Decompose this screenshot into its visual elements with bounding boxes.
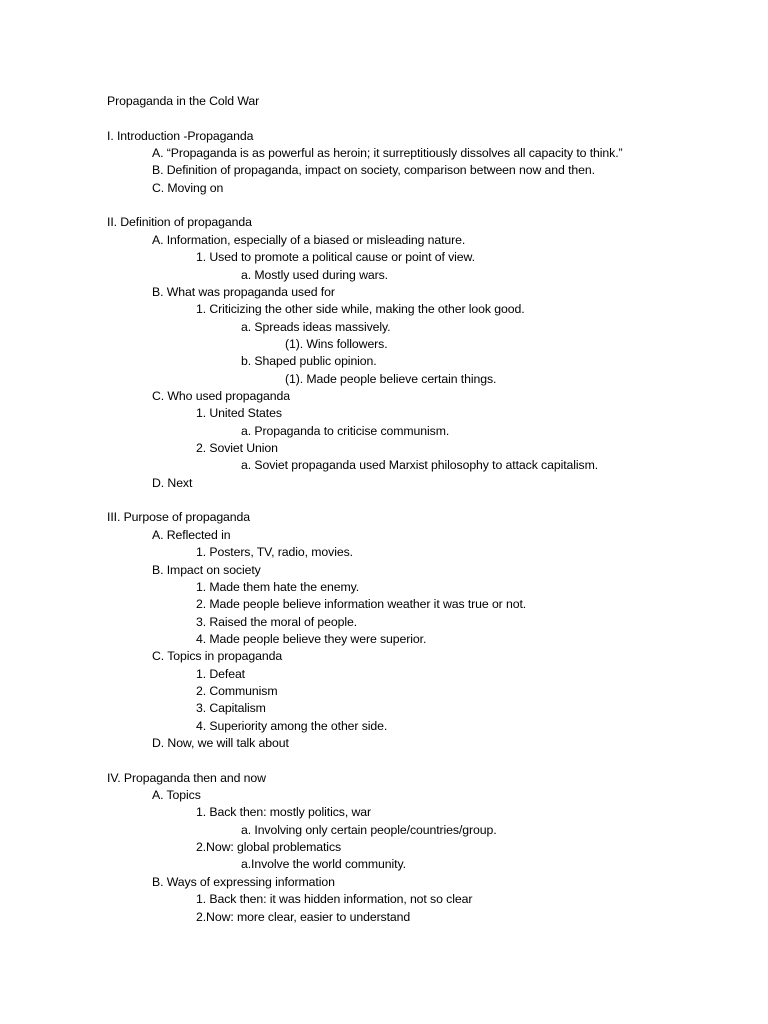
outline-line: a. Mostly used during wars. <box>241 267 388 282</box>
outline-line: b. Shaped public opinion. <box>241 354 377 369</box>
outline-line: 1. Back then: it was hidden information, not so clear <box>196 892 473 907</box>
outline-line: 1. Defeat <box>196 666 246 681</box>
outline-line: B. Impact on society <box>152 562 261 577</box>
outline-line: IV. Propaganda then and now <box>107 770 266 785</box>
outline-line: 2. Made people believe information weather it was true or not. <box>196 597 527 612</box>
outline-line: D. Next <box>152 475 193 490</box>
outline-line: B. Ways of expressing information <box>152 874 335 889</box>
outline-line: A. Topics <box>152 788 201 802</box>
outline-line: 1. Posters, TV, radio, movies. <box>196 545 353 560</box>
outline-line: (1). Made people believe certain things. <box>285 371 497 386</box>
outline-line: I. Introduction -Propaganda <box>107 128 254 143</box>
outline-line: II. Definition of propaganda <box>107 215 252 230</box>
outline-line: a. Spreads ideas massively. <box>241 319 391 334</box>
outline-line: B. What was propaganda used for <box>152 284 335 299</box>
outline-line: a. Propaganda to criticise communism. <box>241 423 450 438</box>
outline-line: A. Reflected in <box>152 527 231 542</box>
outline-line: (1). Wins followers. <box>285 336 388 351</box>
outline-line: C. Who used propaganda <box>152 389 290 403</box>
outline-line: 3. Capitalism <box>196 701 266 716</box>
outline-line: C. Topics in propaganda <box>152 649 283 664</box>
outline-line: 4. Made people believe they were superior. <box>196 631 427 646</box>
outline-line: 2. Soviet Union <box>196 441 278 455</box>
outline-line: a. Involving only certain people/countries/group. <box>241 822 497 837</box>
outline-line: B. Definition of propaganda, impact on society, comparison between now and then. <box>152 163 595 178</box>
outline-line: A. Information, especially of a biased or misleading nature. <box>152 232 466 247</box>
outline-line: 3. Raised the moral of people. <box>196 614 358 629</box>
outline-line: D. Now, we will talk about <box>152 736 289 750</box>
outline-line: a. Soviet propaganda used Marxist philosophy to attack capitalism. <box>241 458 599 473</box>
outline-line: C. Moving on <box>152 180 224 195</box>
outline-line: 2. Communism <box>196 683 278 698</box>
outline-line: 2.Now: global problematics <box>196 840 342 855</box>
outline-line: 1. Back then: mostly politics, war <box>196 805 371 820</box>
outline-line: 1. Made them hate the enemy. <box>196 579 360 594</box>
document-title: Propaganda in the Cold War <box>107 94 260 108</box>
outline-line: 1. Used to promote a political cause or point of view. <box>196 250 475 265</box>
outline-line: 4. Superiority among the other side. <box>196 718 388 733</box>
outline-line: III. Purpose of propaganda <box>107 510 251 525</box>
outline-line: A. “Propaganda is as powerful as heroin; it surreptitiously dissolves all capacity to think.” <box>152 146 623 160</box>
outline-line: a.Involve the world community. <box>241 857 406 872</box>
outline-line: 2.Now: more clear, easier to understand <box>196 909 411 924</box>
outline-line: 1. Criticizing the other side while, making the other look good. <box>196 302 525 317</box>
outline-line: 1. United States <box>196 406 282 421</box>
